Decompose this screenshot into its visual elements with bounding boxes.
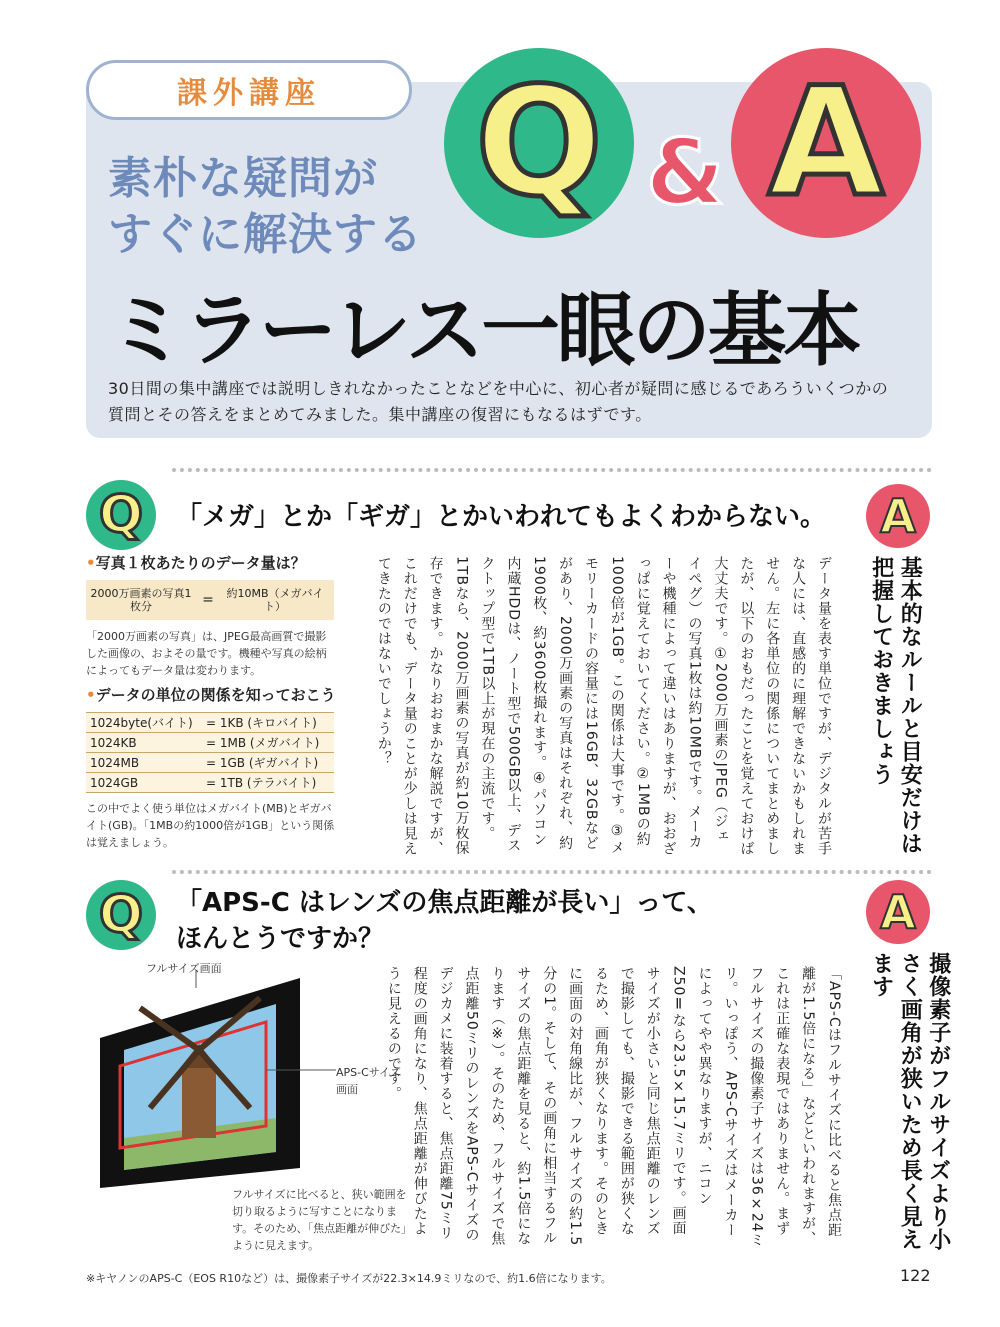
label-full-frame: フルサイズ画面: [146, 962, 222, 975]
bullet-heading: •写真１枚あたりのデータ量は？: [86, 554, 306, 572]
q-badge-large: [444, 48, 634, 238]
note-data-size: 「2000万画素の写真」は、JPEG最高画質で撮影した画像の、およその量です。機種や写真の絵柄によってもデータ量は変わります。: [86, 630, 327, 678]
unit-right: = 1TB (テラバイト): [206, 776, 317, 790]
answer-heading: 基本的なルールと目安だけは把握しておきましょう: [868, 556, 923, 855]
bullet-text: 写真１枚あたりのデータ量は？: [95, 554, 306, 572]
intro-line-1: 30日間の集中講座では説明しきれなかったことなどを中心に、初心者が疑問に感じるであろういくつかの: [108, 379, 889, 398]
unit-table: [86, 712, 334, 793]
table-row: [86, 773, 334, 793]
bullet-text: データの単位の関係を知っておこう: [95, 686, 336, 704]
note-units: この中でよく使う単位はメガバイト(MB)とギガバイト(GB)。「1MBの約1000倍が1GB」という関係は覚えましょう。: [86, 802, 335, 850]
unit-right: = 1GB (ギガバイト): [206, 756, 319, 770]
illustration-caption: フルサイズに比べると、狭い範囲を切り取るように写すことになります。そのため、「焦点距離が伸びた」ように見えます。: [232, 1188, 407, 1253]
category-badge: 課外講座: [86, 60, 412, 120]
unit-left: 1024byte(バイト): [90, 716, 193, 730]
unit-left: 1024GB: [90, 775, 139, 790]
table-row: [86, 713, 334, 733]
bullet-heading: •データの単位の関係を知っておこう: [86, 686, 336, 704]
box-eq: =: [202, 592, 214, 608]
intro-line-2: 質問とその答えをまとめてみました。集中講座の復習にもなるはずです。: [108, 405, 652, 424]
page-number: 122: [900, 1266, 931, 1285]
table-row: [86, 733, 334, 753]
a-badge-large: [731, 48, 921, 238]
q-letter: Q: [475, 56, 603, 230]
box-left: 2000万画素の写真1枚分: [90, 586, 192, 613]
question-heading: 「メガ」とか「ギガ」とかいわれてもよくわからない。: [176, 502, 827, 532]
a-letter: A: [880, 489, 916, 543]
subtitle-line-2: すぐに解決する: [108, 209, 423, 260]
page-title: ミラーレス一眼の基本: [108, 284, 859, 377]
section-divider: [172, 870, 932, 874]
table-row: [86, 753, 334, 773]
subtitle-line-1: 素朴な疑問が: [108, 153, 378, 204]
q-badge: [86, 480, 156, 550]
box-right: 約10MB（メガバイト）: [226, 586, 324, 613]
question-heading-line-1: 「APS-C はレンズの焦点距離が長い」って、: [176, 888, 713, 918]
q-letter: Q: [98, 885, 144, 945]
a-letter: A: [767, 56, 885, 230]
question-heading-line-2: ほんとうですか？: [176, 924, 385, 954]
a-letter: A: [880, 885, 916, 939]
footnote: ※キヤノンのAPS-C（EOS R10など）は、撮像素子サイズが22.3×14.9ミリなので、約1.6倍になります。: [86, 1272, 612, 1285]
a-badge: [866, 484, 930, 548]
section-divider: [172, 468, 932, 472]
q-letter: Q: [98, 485, 144, 545]
q-badge: [86, 880, 156, 950]
unit-right: = 1KB (キロバイト): [206, 716, 317, 730]
unit-left: 1024KB: [90, 735, 137, 750]
data-size-box: [86, 580, 334, 620]
unit-left: 1024MB: [90, 755, 140, 770]
unit-right: = 1MB (メガバイト): [206, 736, 320, 750]
answer-body: 「APS-Cはフルサイズに比べると焦点距離が1.5倍になる」などといわれますが、これは正確な表現ではありません。まずフルサイズの撮像素子サイズは36×24ミリ。いっぽう、APS-Cサイズはメーカーによってやや異なりますが、ニコンZ50Ⅱなら23.5×15.7ミリです。画面サイズが小さいと同じ焦点距離のレンズで撮影しても、撮影できる範囲が狭くなるため、画角が狭くなります。そのときに画面の対角線比が、フルサイズの約1.5分の1。そして、その画角に相当するフルサイズの焦点距離を見ると、約1.5倍になります（※）。そのため、フルサイズで焦点距離50ミリのレンズをAPS-Cサイズのデジカメに装着すると、焦点距離75ミリ程度の画角になり、焦点距離が伸びたように見えるのです。: [385, 966, 842, 1248]
answer-heading: 撮像素子がフルサイズより小さく画角が狭いため長く見えます: [868, 952, 951, 1251]
ampersand: &: [646, 120, 725, 225]
windmill-tower: [182, 1068, 216, 1138]
a-badge: [866, 880, 930, 944]
answer-body: データ量を表す単位ですが、デジタルが苦手な人には、直感的に理解できないかもしれません。左に各単位の関係についてまとめましたが、以下のおもだったことを覚えておけば大丈夫です。①2000万画素のJPEG（ジェイペグ）の写真1枚は約10MBです。メーカーや機種によって違いはありますが、おおざっぱに覚えておいてください。②1MBの約1000倍が1GB。この関係は大事です。③メモリーカードの容量には16GB、32GBなどがあり、2000万画素の写真はそれぞれ、約1900枚、約3600枚撮れます。④パソコン内蔵HDDは、ノート型で500GB以上、デスクトップ型で1TB以上が現在の主流です。1TBなら、2000万画素の写真が約10万枚保存できます。かなりおおまかな解説ですが、これだけでも、データ量のことが少しは見えてきたのではないでしょうか？: [375, 556, 832, 856]
label-apsc: APS-Cサイズ画面: [336, 1066, 401, 1097]
